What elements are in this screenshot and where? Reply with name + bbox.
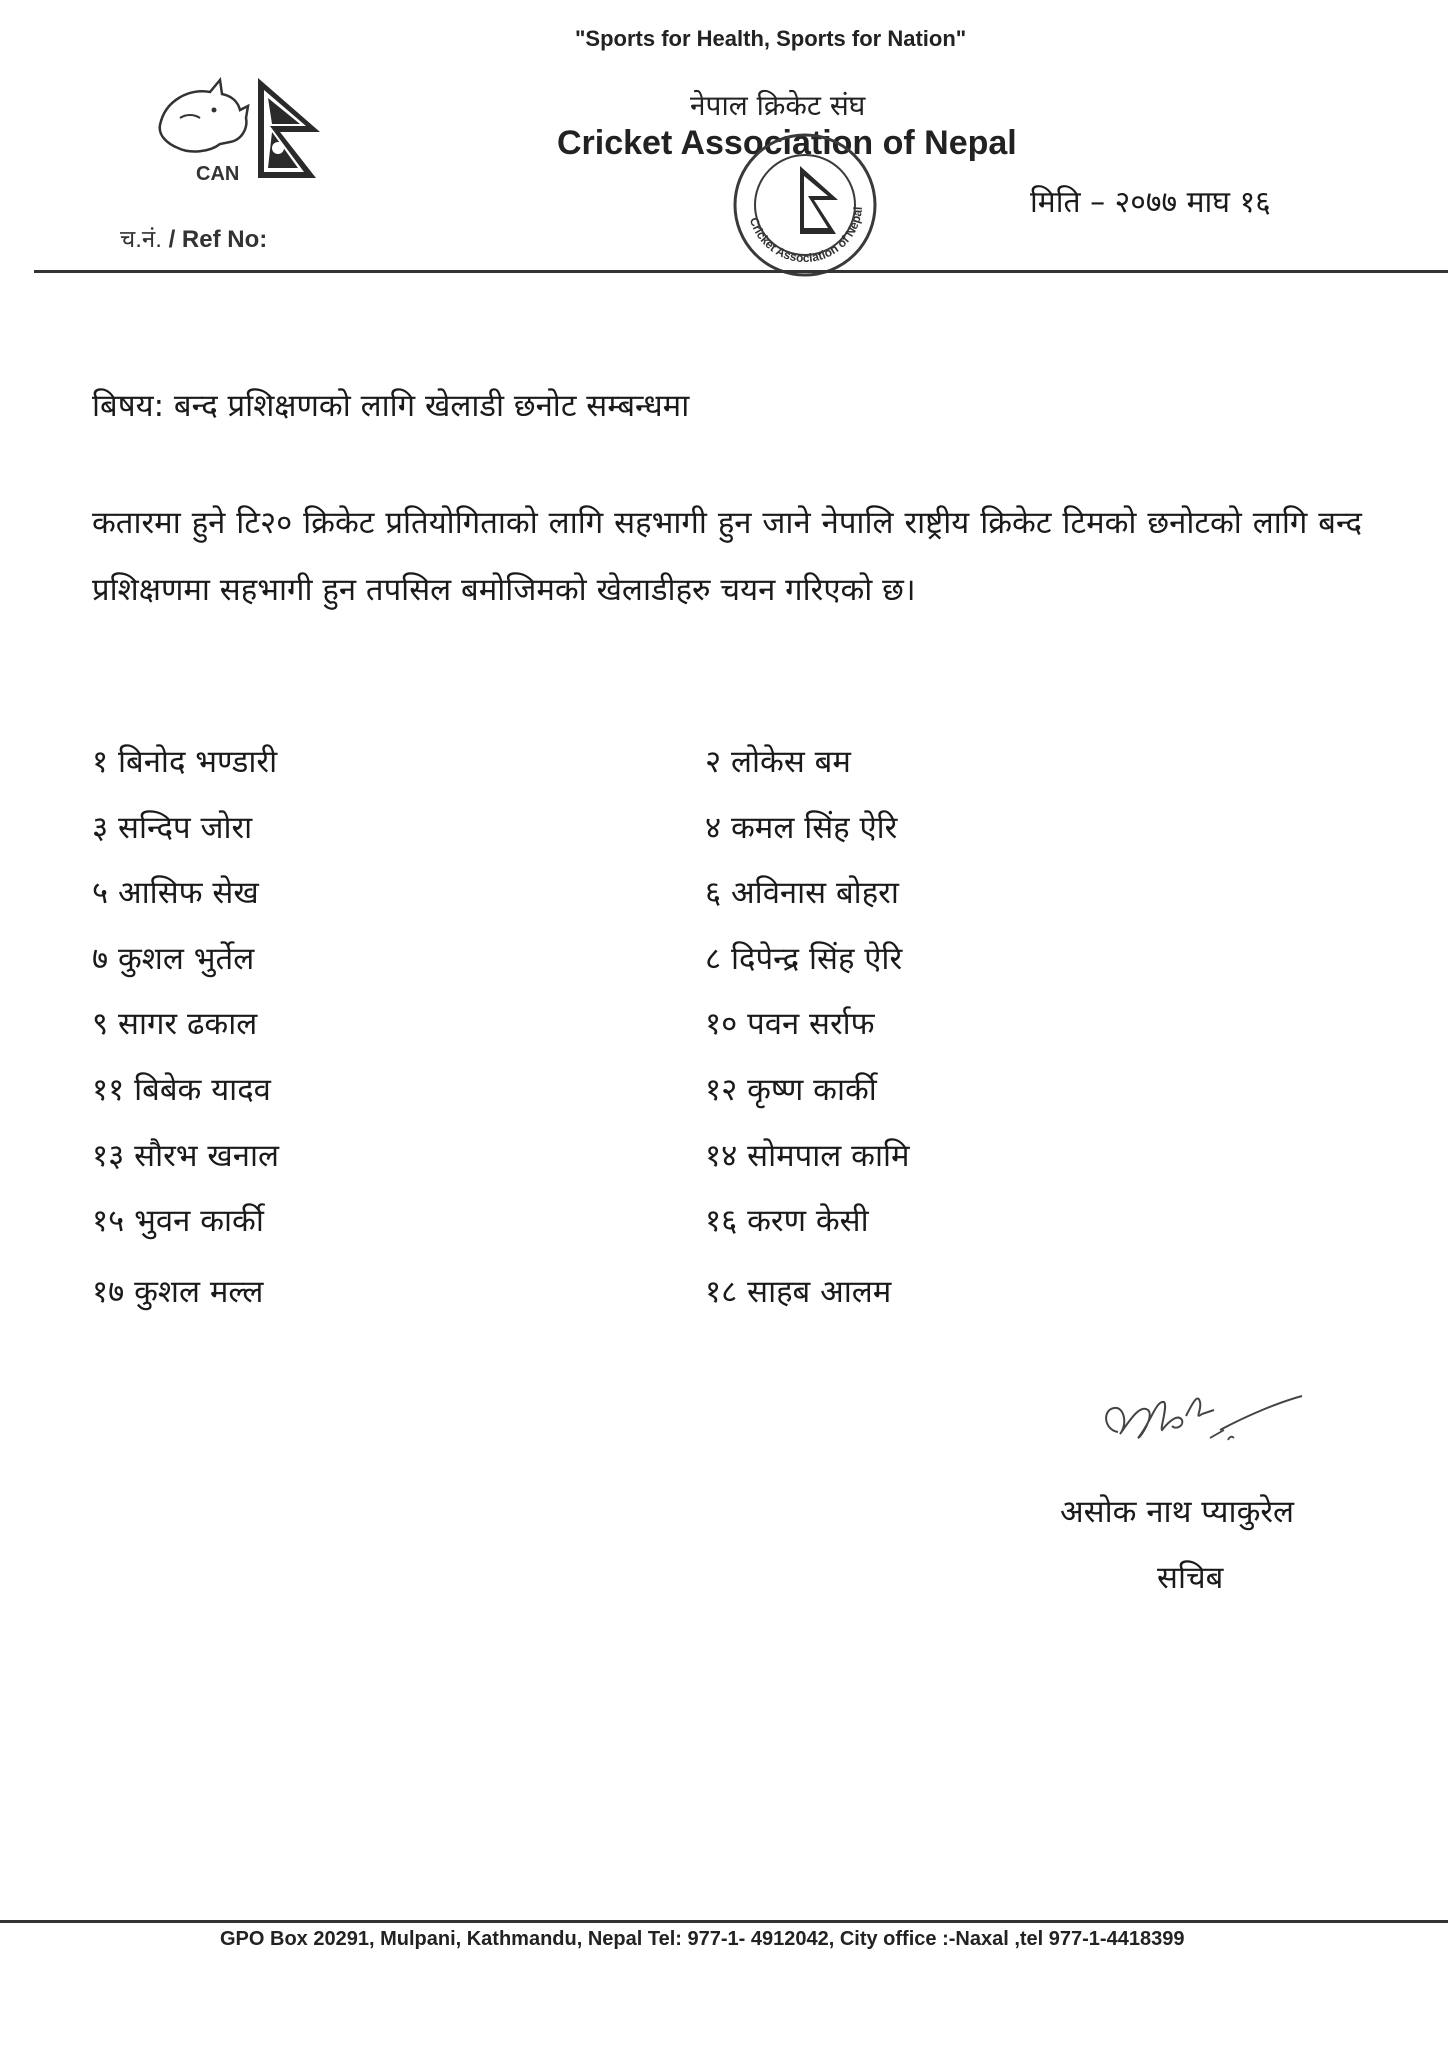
header-divider	[34, 270, 1448, 273]
official-seal	[730, 130, 880, 280]
list-item: ५ आसिफ सेख	[92, 875, 259, 911]
ref-label-english: / Ref No:	[168, 226, 268, 253]
motto: "Sports for Health, Sports for Nation"	[575, 26, 967, 51]
signatory-title: सचिब	[1157, 1560, 1224, 1596]
list-item: १० पवन सर्राफ	[705, 1006, 875, 1042]
list-item: २ लोकेस बम	[705, 744, 851, 780]
list-item: ८ दिपेन्द्र सिंह ऐरि	[705, 941, 903, 977]
document-date: मिति – २०७७ माघ १६	[1030, 185, 1271, 220]
footer-address: GPO Box 20291, Mulpani, Kathmandu, Nepal Tel: 977-1- 4912042, City office :-Naxal ,tel 977-1-4418399	[220, 1928, 1185, 1950]
org-name-nepali: नेपाल क्रिकेट संघ	[690, 89, 866, 122]
rhino-icon	[160, 80, 248, 151]
handwritten-signature	[1090, 1380, 1310, 1460]
org-name-english: Cricket Association of Nepal	[557, 124, 1017, 162]
list-item: १५ भुवन कार्की	[92, 1203, 264, 1239]
can-logo	[150, 70, 330, 190]
list-item: ३ सन्दिप जोरा	[92, 810, 253, 846]
list-item: १८ साहब आलम	[705, 1274, 892, 1310]
list-item: १३ सौरभ खनाल	[92, 1138, 280, 1174]
body-paragraph: कतारमा हुने टि२० क्रिकेट प्रतियोगिताको लागि सहभागी हुन जाने नेपालि राष्ट्रीय क्रिकेट टिमको छनोटको लागि बन्द प्रशिक्षणमा सहभागी हुन तपसिल बमोजिमको खेलाडीहरु चयन गरिएको छ।	[92, 505, 1362, 608]
list-item: १७ कुशल मल्ल	[92, 1274, 264, 1310]
reference-number-label	[120, 222, 267, 255]
subject-line: बिषय: बन्द प्रशिक्षणको लागि खेलाडी छनोट सम्बन्धमा	[92, 388, 690, 424]
list-item: १ बिनोद भण्डारी	[92, 744, 278, 780]
list-item: ७ कुशल भुर्तेल	[92, 941, 255, 977]
list-item: १६ करण केसी	[705, 1203, 869, 1239]
list-item: १२ कृष्ण कार्की	[705, 1072, 877, 1108]
list-item: ९ सागर ढकाल	[92, 1006, 258, 1042]
footer-divider	[0, 1920, 1448, 1923]
seal-text: Cricket Association of Nepal	[746, 206, 865, 266]
list-item: ४ कमल सिंह ऐरि	[705, 810, 898, 846]
logo-text: CAN	[196, 163, 240, 185]
signatory-name: असोक नाथ प्याकुरेल	[1060, 1494, 1295, 1530]
list-item: १४ सोमपाल कामि	[705, 1138, 910, 1174]
ref-label-nepali: च.नं.	[120, 226, 162, 253]
list-item: ६ अविनास बोहरा	[705, 875, 899, 911]
list-item: ११ बिबेक यादव	[92, 1072, 271, 1108]
